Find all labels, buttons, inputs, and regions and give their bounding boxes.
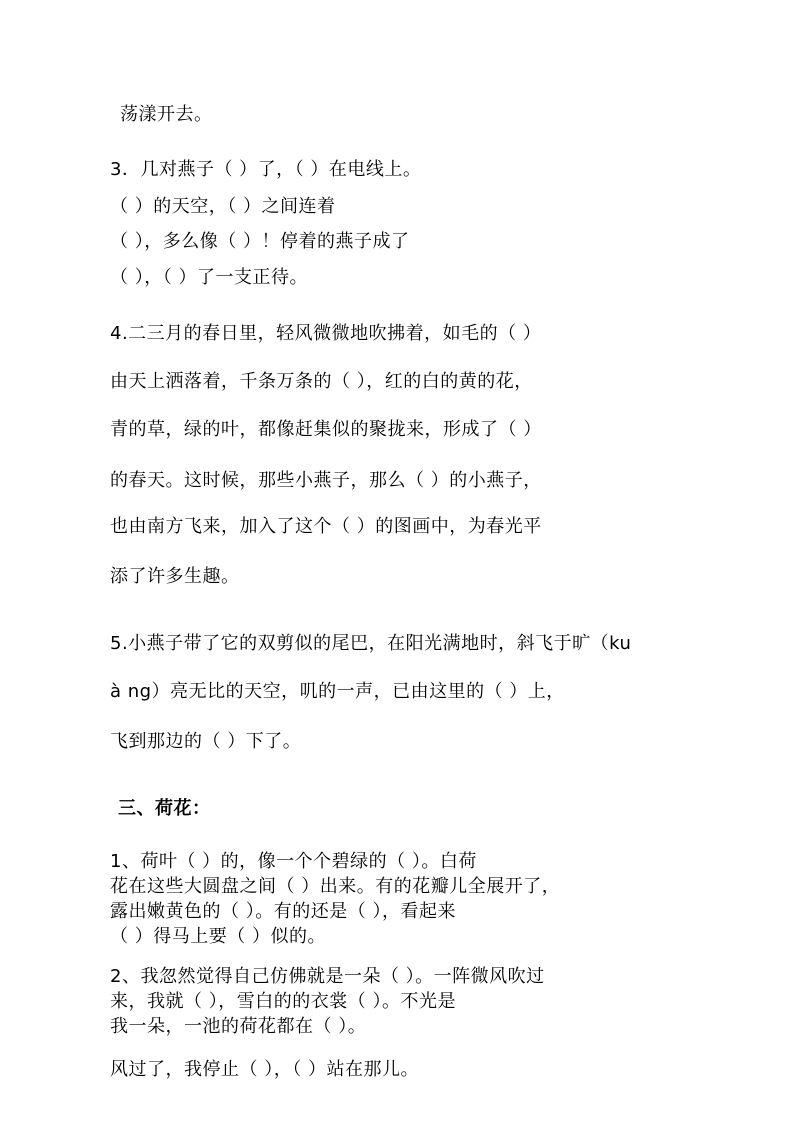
- q3-line-1: 3．几对燕子（ ）了，（ ）在电线上。: [110, 159, 422, 180]
- q5-line-2: à ng）亮无比的天空，叽的一声，已由这里的（ ）上，: [110, 681, 565, 702]
- lotus-q2-line-3: 我一朵，一池的荷花都在（ ）。: [110, 1016, 367, 1037]
- q3-line-2: （ ）的天空，（ ）之间连着: [110, 196, 336, 217]
- q4-line-6: 添了许多生趣。: [110, 566, 240, 587]
- section-heading-lotus: 三、荷花：: [118, 798, 211, 819]
- q4-line-2: 由天上洒落着，千条万条的（ ），红的白的黄的花，: [110, 371, 533, 392]
- q3-line-3: （ ），多么像（ ）！停着的燕子成了: [110, 231, 410, 252]
- q4-line-1: 4.二三月的春日里，轻风微微地吹拂着，如毛的（ ）: [110, 323, 542, 344]
- paragraph-continuation: 荡漾开去。: [120, 104, 213, 125]
- lotus-q1-line-1: 1、荷叶（ ）的，像一个个碧绿的（ ）。白荷: [110, 851, 477, 872]
- q3-line-4: （ ），（ ）了一支正待。: [110, 267, 308, 288]
- q4-line-3: 青的草，绿的叶，都像赶集似的聚拢来，形成了（ ）: [110, 419, 542, 440]
- lotus-q2-line-2: 来，我就（ ），雪白的的衣裳（ ）。不光是: [110, 991, 456, 1012]
- lotus-q1-line-3: 露出嫩黄色的（ ）。有的还是（ ），看起来: [110, 901, 456, 922]
- lotus-q1-line-4: （ ）得马上要（ ）似的。: [110, 926, 326, 947]
- q4-line-4: 的春天。这时候，那些小燕子，那么（ ）的小燕子，: [110, 470, 542, 491]
- q5-line-3: 飞到那边的（ ）下了。: [110, 731, 302, 752]
- lotus-q2-line-1: 2、我忽然觉得自己仿佛就是一朵（ ）。一阵微风吹过: [110, 966, 545, 987]
- q5-line-1: 5.小燕子带了它的双剪似的尾巴，在阳光满地时，斜飞于旷（ku: [110, 633, 632, 654]
- lotus-q3-line-1: 风过了，我停止（ ），（ ）站在那儿。: [110, 1059, 419, 1080]
- q4-line-5: 也由南方飞来，加入了这个（ ）的图画中，为春光平: [110, 516, 542, 537]
- lotus-q1-line-2: 花在这些大圆盘之间（ ）出来。有的花瓣儿全展开了，: [110, 876, 561, 897]
